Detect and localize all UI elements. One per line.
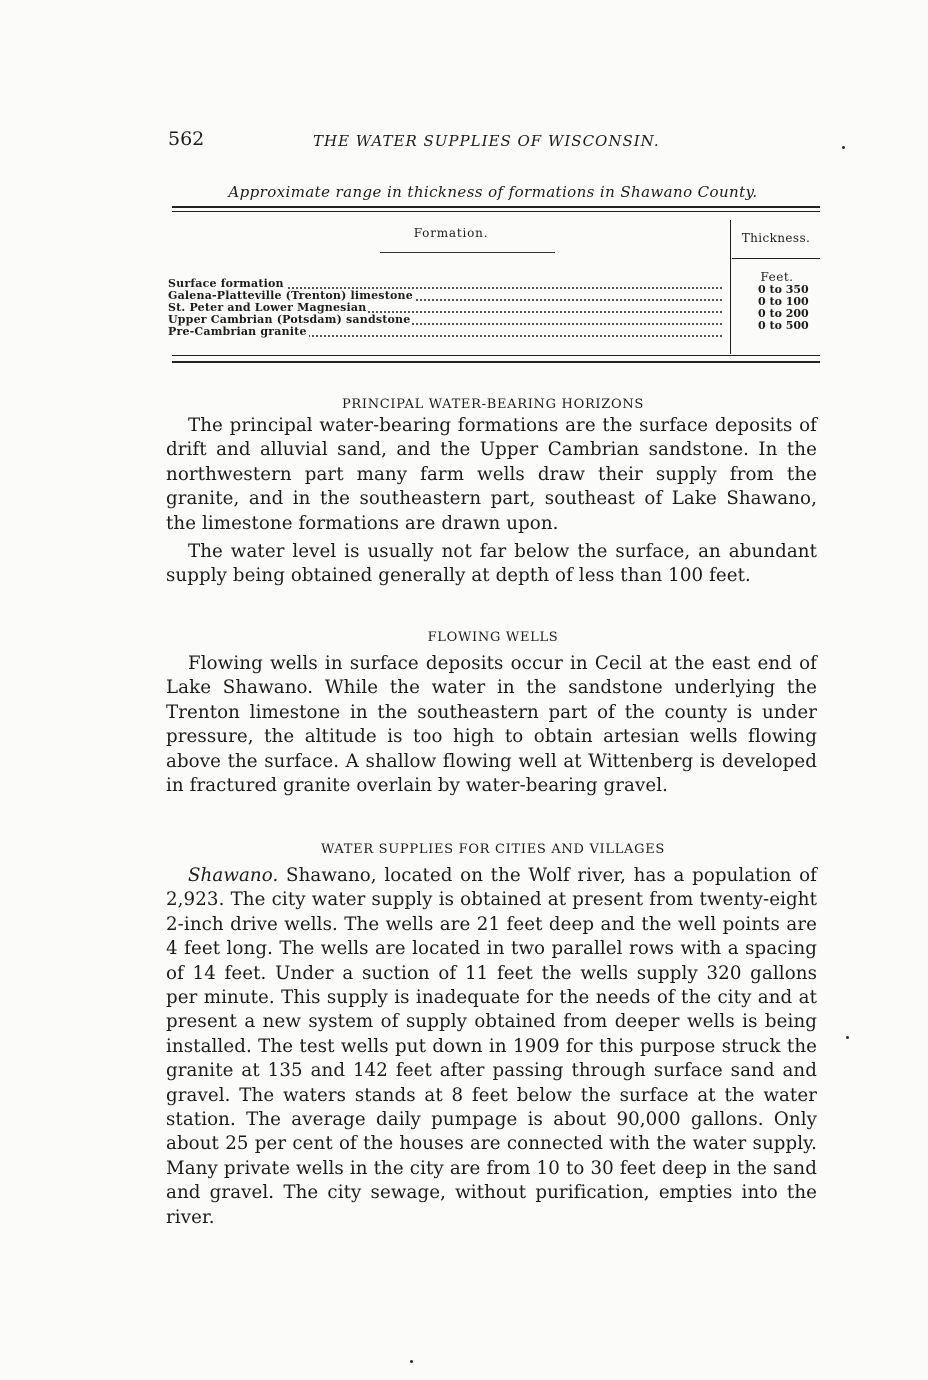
page-header <box>168 128 818 154</box>
thickness-value: 0 to 100 <box>758 295 809 308</box>
section-heading: PRINCIPAL WATER-BEARING HORIZONS <box>341 397 645 412</box>
paragraph-lead: Shawano. <box>188 865 279 886</box>
scan-speck <box>842 146 845 149</box>
scan-speck <box>410 1360 413 1363</box>
paragraph <box>166 864 817 1230</box>
formation-name: Upper Cambrian (Potsdam) sandstone <box>168 313 411 326</box>
section-heading: FLOWING WELLS <box>427 630 559 645</box>
formation-name: Pre-Cambrian granite <box>168 325 307 338</box>
table-bottom-rule-outer <box>172 361 820 363</box>
table-row <box>168 326 728 338</box>
thickness-unit: Feet. <box>760 270 794 284</box>
paragraph: The principal water-bearing formations are the surface deposits of drift and alluvial sand, and the Upper Cambrian sandstone. In the northwestern part many farm wells draw their supply from the granite, and in the southeastern part, southeast of Lake Shawano, the limestone formations are drawn upon. <box>166 415 817 534</box>
table-top-rule <box>172 206 820 208</box>
thickness-header-rule <box>732 258 820 259</box>
thickness-value: 0 to 500 <box>758 319 809 332</box>
formation-name: Surface formation <box>168 277 284 290</box>
formation-name: Galena-Platteville (Trenton) limestone <box>168 289 413 302</box>
table-top-rule-inner <box>172 211 820 212</box>
paragraph: Flowing wells in surface deposits occur in Cecil at the east end of Lake Shawano. While the water in the sandstone underlying the Trenton limestone in the southeastern part of the county is under pressure, the altitude is too high to obtain artesian wells flowing above the surface. A shallow flowing well at Wittenberg is developed in fractured granite overlain by water-bearing gravel. <box>166 653 817 797</box>
table-bottom-rule <box>172 355 820 356</box>
formation-name: St. Peter and Lower Magnesian <box>168 301 367 314</box>
column-header-formation: Formation. <box>413 226 489 240</box>
column-separator <box>730 220 731 354</box>
section-heading: WATER SUPPLIES FOR CITIES AND VILLAGES <box>320 842 665 857</box>
paragraph: The water level is usually not far below the surface, an abundant supply being obtained generally at depth of less than 100 feet. <box>166 541 817 587</box>
scan-speck <box>846 1036 849 1039</box>
column-header-thickness: Thickness. <box>741 231 811 245</box>
thickness-value: 0 to 200 <box>758 307 809 320</box>
page-number: 562 <box>168 128 205 150</box>
header-underline <box>380 252 555 253</box>
paragraph-text: Shawano, located on the Wolf river, has a population of 2,923. The city water supply is obtained at present from twenty-eight 2-inch drive wells. The wells are 21 feet deep and the well points are 4 feet long. The wells are located in two parallel rows with a spacing of 14 feet. Under a suction of 11 feet the wells supply 320 gallons per minute. This supply is inadequate for the needs of the city and at present a new system of supply obtained from deeper wells is being installed. The test wells put down in 1909 for this purpose struck the granite at 135 and 142 feet after passing through surface sand and gravel. The waters stands at 8 feet below the surface at the water station. The average daily pumpage is about 90,000 gallons. Only about 25 per cent of the houses are connected with the water supply. Many private wells in the city are from 10 to 30 feet deep in the sand and gravel. The city sewage, without purification, empties into the river. <box>166 865 818 1228</box>
thickness-value: 0 to 350 <box>758 283 809 296</box>
running-title: THE WATER SUPPLIES OF WISCONSIN. <box>313 132 660 150</box>
table-caption: Approximate range in thickness of formations in Shawano County. <box>228 183 758 201</box>
